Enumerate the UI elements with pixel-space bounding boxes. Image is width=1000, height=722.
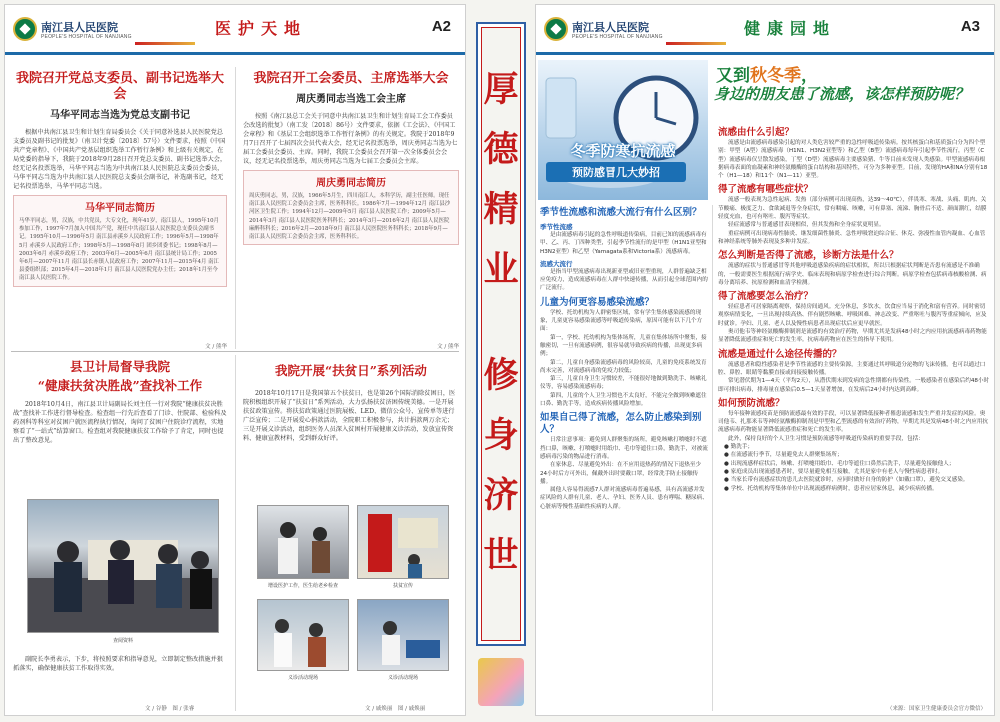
hero-banner-subtitle: 预防感冒几大妙招 bbox=[546, 162, 686, 182]
article-poverty-day bbox=[243, 359, 459, 499]
hospital-name: 南江县人民医院 bbox=[41, 22, 118, 34]
hospital-logo-icon bbox=[544, 17, 568, 41]
page-a3 bbox=[535, 4, 995, 716]
paragraph: 是指当甲型流感病毒出现新亚型或旧亚型重现，人群普遍缺乏相应免疫力，造成流感病毒在人群中快速传播，从而引起全球范围内的广泛流行。 bbox=[540, 268, 708, 292]
article-title-line2: “健康扶贫决胜战”查找补工作 bbox=[37, 378, 203, 393]
paragraph: 流感是由流感病毒感染引起的对人类危害较严重的急性呼吸道传染病。按其核蛋白和基质蛋白分为四个型别：甲型（A型）流感病毒（H1N1、H3N2亚型等）和乙型（B型）流感病毒每年引起季节性流行，丙型（C型）流感病毒仅呈散发感染，丁型（D型）流感病毒主要感染猪、牛等目前未发现人类感染。甲型流感病毒根据病毒表面的血凝素和神经氨酸酶的蛋白结构和基因特性，可分为多种亚型。目前，发现的HA和NA分别有18个（H1—18）和11个（N1—11）亚型。 bbox=[718, 140, 988, 180]
photo-free-clinic-2-art bbox=[358, 600, 449, 671]
paragraph: 是由流感病毒引起的急性呼吸道传染病，目前已知的流感病毒有甲、乙、丙、丁四种类型，引起季节性流行的是甲型（H1N1亚型和H3N2亚型）和乙型（Yamagata系和Victoria系）流感病毒。 bbox=[540, 232, 707, 255]
article-poverty-inspection bbox=[13, 359, 227, 489]
section-divider bbox=[11, 351, 459, 352]
flu-qa-right-column bbox=[718, 123, 990, 701]
article-title-line1: 县卫计局督导我院 bbox=[69, 359, 170, 374]
hospital-logo-icon bbox=[13, 17, 37, 41]
bullet-item: ● 出现流感样症状后，咳嗽、打喷嚏用纸巾、毛巾等遮住口鼻然后洗手，尽量避免接触他人； bbox=[724, 460, 955, 467]
article-continuation bbox=[13, 655, 227, 695]
hero-banner-title: 冬季防寒抗流感 bbox=[570, 142, 676, 160]
hospital-name-en: PEOPLE'S HOSPITAL OF NANJIANG bbox=[41, 34, 132, 40]
photo-free-clinic-2 bbox=[357, 599, 449, 671]
hospital-name: 南江县人民医院 bbox=[572, 22, 649, 34]
spine-decoration bbox=[478, 658, 524, 706]
photo-doctor-exam bbox=[257, 505, 349, 579]
motto-char: 业 bbox=[483, 249, 519, 290]
motto-char: 济 bbox=[483, 475, 519, 516]
section-title: 医护天地 bbox=[215, 19, 308, 38]
photo-caption: 扶贫宣传 bbox=[392, 583, 413, 589]
photo-poverty-promo-art bbox=[358, 506, 449, 579]
article-subtitle: 马华平同志当选为党总支副书记 bbox=[50, 110, 190, 121]
article-union-election bbox=[243, 71, 459, 351]
headline-accent: 秋冬季 bbox=[750, 66, 801, 86]
section-title: 健康园地 bbox=[744, 19, 837, 38]
photo-free-clinic-1 bbox=[257, 599, 349, 671]
center-spine bbox=[470, 4, 532, 716]
bullet-item: ● 当家长带有流感症状的患儿去医院就诊时，应同时做好自身的防护（如戴口罩），避免交叉感染。 bbox=[724, 477, 969, 484]
photo-caption: 增设医护工作，医生给老乡检查 bbox=[267, 583, 338, 589]
article-credit: 文 / 戚焕丽 图 / 戚焕丽 bbox=[365, 706, 426, 712]
headline-line2: 身边的朋友患了流感，该怎样预防呢？ bbox=[714, 85, 970, 103]
bullet-item: ● 勤洗手； bbox=[724, 444, 754, 451]
photo-caption: 义诊活动现场 bbox=[287, 675, 318, 681]
question-heading: 流感由什么引起？ bbox=[718, 127, 795, 138]
sub-heading: 季节性流感 bbox=[540, 223, 573, 231]
motto-char: 修 bbox=[483, 355, 519, 396]
motto-char: 身 bbox=[483, 415, 519, 456]
paragraph: 每年接种流感疫苗是预防流感最有效的手段，可以显著降低接种者罹患流感和发生严重并发症的风险。奥司他韦、扎那米韦等神经氨酸酶抑制剂是甲型和乙型流感的有效治疗药物，早期尤其是发病48小时之内应用抗流感病毒药物能显著降低流感重症和死亡的发生率。 bbox=[718, 410, 989, 434]
article-title: 我院开展“扶贫日”系列活动 bbox=[275, 363, 427, 378]
paragraph: 轻症流感常与普通感冒表现相似，但其发热和全身症状更明显。 bbox=[728, 222, 885, 229]
bio-title: 马华平同志简历 bbox=[85, 203, 155, 214]
header-ornament bbox=[135, 42, 195, 45]
article-credit: 文 / 谷静 图 / 张睿 bbox=[145, 706, 195, 712]
page-number: A2 bbox=[431, 18, 451, 35]
photo-poverty-promo bbox=[357, 505, 449, 579]
bio-text: 马华平同志，男，汉族，中共党员，大专文化，现年41岁，南江县人，1995年10月参加工作，1997年7月加入中国共产党，现任中共南江县人民医院总支委员会副书记。1995年10月—1996年5月 南江县赤溪乡人民政府工作；1996年5月—1998年5月 赤溪乡人民政府工作；1998年5月—1998年8月 团乡团委书记；1998年8月—2003年6月 赤溪乡政府工作；2003年6月—2005年6月 南江县统计局工作；2005年6月—2007年11月 南江县长赤镇人民政府工作；2007年11月—2015年4月 南江县委组织部；2015年4月—2018年1月 南江县人民医院党办主任；2018年1月至今 南江县人民医院工作。 bbox=[19, 218, 219, 282]
paragraph: 第三，儿童自身卫生习惯较差，不能很好地做到勤洗手、咳嗽礼仪等，容易感染流感病毒； bbox=[540, 376, 707, 391]
question-heading: 季节性流感和流感大流行有什么区别？ bbox=[540, 207, 702, 218]
motto-char: 精 bbox=[483, 189, 519, 230]
photo-free-clinic-1-art bbox=[258, 600, 349, 671]
bullet-item: ● 学校、托幼机构等集体单位中出现流感样病例时，患者应居家休息，减少疾病传播。 bbox=[724, 485, 938, 492]
paragraph: 常见潜伏期为1—4天（平均2天），从潜伏期末到发病的急性期都有传染性。一般感染者在感染后约48小时即可排出病毒，排毒量在感染后0.5—1天显著增加，在发病后24小时内达到高峰。 bbox=[718, 378, 990, 393]
paragraph: 在家休息、尽量避免外出：在不应用退热药的情况下退热至少24小时后方可外出，佩戴外出时要戴口罩，经常洗手防止接触传播。 bbox=[540, 462, 702, 485]
bullet-item: ● 家庭成员出现流感患者时，要尽量避免相互接触，尤其是家中有老人与慢性病患者时。 bbox=[724, 468, 944, 475]
header-ornament bbox=[666, 42, 726, 45]
motto-char: 世 bbox=[483, 535, 519, 576]
article-body: 2018年10月4日，南江县卫计局副局长刘主任一行对我院“健康扶贫决胜战”查找补工作进行督导检查。检查组一行先后查看了门诊、住院部、检验科及药剂科等科室对贫困户就医流程执行情况，询问了贫困户住院诊疗流程，实地察看了“一站式”结算窗口。检查组对我院健康扶贫工作给予了肯定，同时也提出了整改意见。 bbox=[13, 401, 227, 444]
column-divider bbox=[235, 355, 236, 711]
article-subtitle: 周庆勇同志当选工会主席 bbox=[296, 94, 406, 105]
question-heading: 如果自己得了流感，怎么防止感染到别人？ bbox=[540, 412, 702, 436]
article-title: 我院召开党总支委员、副书记选举大会 bbox=[15, 71, 224, 102]
article-body: 根据中共南江县卫生和计划生育局委员会《关于同意补选县人民医院党总支委员及副书记的批复》（南卫计党委〔2018〕57号）文件要求，按照《中国共产党章程》、《中国共产党基层组织选举工作暂行条例》和上级有关规定，在局党委的指导下，我院于2018年9月28日召开党总支委员、副书记选举大会，经无记名投票选举，马华平同志当选为中共南江县人民医院总支委员会委员，马华平同志当选为中共南江县人民医院总支委员会副书记，补选副书记，经无记名投票选举，马华平同志当选。 bbox=[13, 129, 227, 190]
bio-title: 周庆勇同志简历 bbox=[316, 178, 386, 189]
paragraph: 属他人容易得流感7人群对流感病毒普遍易感，具有高流感并发症风险的人群有儿童、老人、孕妇、医务人员、患有哮喘、糖尿病、心脏病等慢性基础性疾病的人群。 bbox=[540, 487, 708, 510]
question-heading: 得了流感要怎么治疗？ bbox=[718, 291, 814, 303]
flu-qa-left-column bbox=[540, 203, 708, 711]
paragraph: 流感一般表现为急性起病、发热（部分病例可出现高热，达39～40℃），伴畏寒、寒战、头痛、肌肉、关节酸痛、极度乏力、食欲减退等全身症状，常有咽痛、咳嗽，可有鼻塞、流涕、胸骨后不适、颜面潮红，结膜轻度充血，也可有呕吐、腹泻等症状。 bbox=[718, 197, 987, 221]
paragraph: 日常注意事项：避免到人群聚集的场所，避免咳嗽打喷嚏时不遮挡口鼻，咳嗽、打喷嚏时用纸巾、毛巾等遮住口鼻，勤洗手，对被流感病毒污染的物品进行消毒。 bbox=[540, 437, 708, 460]
hospital-name-en: PEOPLE'S HOSPITAL OF NANJIANG bbox=[572, 34, 663, 40]
paragraph: 学校、托幼机构为人群密集区域，常有学生集体感染流感的现象，儿童更容易感染流感等呼吸道传染病，原因可能有以下几个方面： bbox=[540, 309, 703, 333]
page-a2 bbox=[4, 4, 466, 716]
paragraph: 流感的症状与普通感冒等其他呼吸道感染疾病的症状相似，所以只根据症状判断是否患有流感是不准确的，一般需要医生根据流行病学史、临床表现和病原学检查进行综合判断。病原学检查包括病毒核酸检测、病毒分离培养、抗原检测和血清学检测。 bbox=[718, 263, 987, 286]
motto-char: 德 bbox=[483, 129, 519, 170]
question-heading: 怎么判断是否得了流感，诊断方法是什么？ bbox=[718, 250, 899, 262]
photo-doctor-exam-art bbox=[258, 506, 349, 579]
article-party-election bbox=[13, 71, 227, 351]
paragraph: 第四，儿童的个人卫生习惯也不太良好，不能完全做到咳嗽遮住口鼻、勤洗手等，造成疾病传播风险增加。 bbox=[540, 392, 707, 408]
sub-heading: 流感大流行 bbox=[540, 259, 573, 268]
paragraph: 轻症患者可居家隔离观察，保持房间通风。充分休息，多饮水，饮食应当易于消化和富有营养。同时密切观察病情变化，一旦出现持续高热、伴有剧烈咳嗽、呼吸困难、神志改变、严重呕吐与腹泻等重症倾向，应及时就诊。孕妇、儿童、老人以及慢性病患者出现症状后应更早就医。 bbox=[718, 304, 987, 327]
headline-pre: 又到 bbox=[716, 66, 750, 86]
paragraph: 流感患者和隐性感染者是季节性流感的主要传染源，主要通过其呼吸道分泌物的飞沫传播，也可以通过口腔、鼻腔、眼睛等黏膜直接或间接接触传播。 bbox=[718, 361, 986, 376]
article-body-continued: 副院长李勇表示，下步，将按照要求和指导意见，立即制定整改措施并狠抓落实，确保健康扶贫工作取得实效。 bbox=[13, 656, 223, 672]
photo-inspection-art bbox=[28, 500, 219, 633]
column-divider bbox=[712, 205, 713, 711]
motto-char: 厚 bbox=[483, 69, 519, 110]
photo-caption: 查阅资料 bbox=[112, 638, 133, 644]
headline-post: ， bbox=[801, 66, 818, 86]
question-heading: 儿童为何更容易感染流感？ bbox=[540, 296, 655, 308]
paragraph: 奥司他韦等神经氨酸酶抑制剂是流感的有效治疗药物，早期尤其是发病48小时之内应用抗流感病毒药物能显著降低流感重症和死亡的发生率。抗病毒药物应在医生的指导下使用。 bbox=[718, 329, 987, 344]
column-divider bbox=[235, 67, 236, 349]
page-header bbox=[5, 5, 465, 55]
paragraph: 重症病例可出现病毒性肺炎、继发细菌性肺炎、急性呼吸窘迫综合征、休克、弥漫性血管内凝血、心血管和神经系统等肺外表现及多种并发症。 bbox=[718, 230, 986, 245]
paragraph: 第一，学校、托幼机构为集体场所，儿童在集体场所中聚集，接触密切，一旦有流感病例，很容易就导致疾病的传播，出现更多病例； bbox=[540, 334, 707, 358]
article-credit: 文 / 熊华 bbox=[437, 344, 459, 350]
bio-box bbox=[243, 170, 459, 245]
article-credit: 文 / 熊华 bbox=[205, 344, 227, 350]
photo-caption: 义诊活动现场 bbox=[387, 675, 418, 681]
question-heading: 流感是通过什么途径传播的？ bbox=[718, 348, 842, 360]
page-header bbox=[536, 5, 994, 55]
bio-box bbox=[13, 195, 227, 287]
article-body: 按照《南江县总工会关于同意中共南江县卫生和计划生育局工会工作委员会改选的批复》（南工发〔2018〕86号）文件要求，依据《工会法》、《中国工会章程》和《基层工会组织选举工作暂行条例》的有关规定。我院于2018年9月7日召开了七届四次会员代表大会，经无记名投票选举，周庆勇同志当选为七届工会委员会委员、主席。同时，我院工会委员会召开第一次全体委员会会议，经无记名投票选举，周庆勇同志当选为七届工会委员会主席。 bbox=[243, 113, 458, 165]
source-note: （来源：国家卫生健康委员会官方微信） bbox=[886, 706, 986, 712]
paragraph: 此外，保持良好的个人卫生习惯是预防流感等呼吸道传染病的重要手段，包括： bbox=[728, 435, 924, 442]
page-number: A3 bbox=[960, 18, 980, 35]
question-heading: 如何预防流感？ bbox=[718, 397, 785, 409]
bio-text: 周庆勇同志，男，汉族，1966年5月生，四川南江人，本科学历，副主任医师。现任南江县人民医院工会委员会主席，医务科科长。1986年7月—1994年12月 南江县沙河区卫生院工作；1994年12月—2009年5月 南江县人民医院工作；2009年5月—2014年3月 南江县人民医院医务科科长；2014年3月—2016年2月 南江县人民医院麻醉科科长；2016年2月—2018年9月 南江县人民医院医务科科长；2018年9月— 南江县人民医院工会委员会主席，医务科科长。 bbox=[249, 193, 451, 241]
article-body: 2018年10月17日是我国第五个扶贫日，也是第26个国际消除贫困日，医院积极组织开展了“扶贫日”系列活动，大力弘扬扶贫济困传统美德。一是开展扶贫政策宣传。将扶贫政策通过医院展板、LED、微信公众号、宣传单等进行广泛宣传；二是开展爱心捐款活动，全院职工积极参与，共计捐款两万余元；三是开展义诊活动，组织医务人员深入贫困村开展健康义诊活动，发放宣传资料、健康宣教材料，受到群众好评。 bbox=[243, 390, 456, 442]
photo-inspection bbox=[27, 499, 219, 633]
bullet-item: ● 在流感流行季节，尽量避免去人群聚集场所； bbox=[724, 452, 843, 459]
hero-image bbox=[538, 60, 708, 200]
article-title: 我院召开工会委员、主席选举大会 bbox=[253, 71, 449, 86]
paragraph: 第二，儿童自身感染流感病毒的风险较高，儿童的免疫系统发育尚未完善，对流感病毒的免疫力较低； bbox=[540, 359, 707, 374]
question-heading: 得了流感有哪些症状？ bbox=[718, 184, 814, 196]
